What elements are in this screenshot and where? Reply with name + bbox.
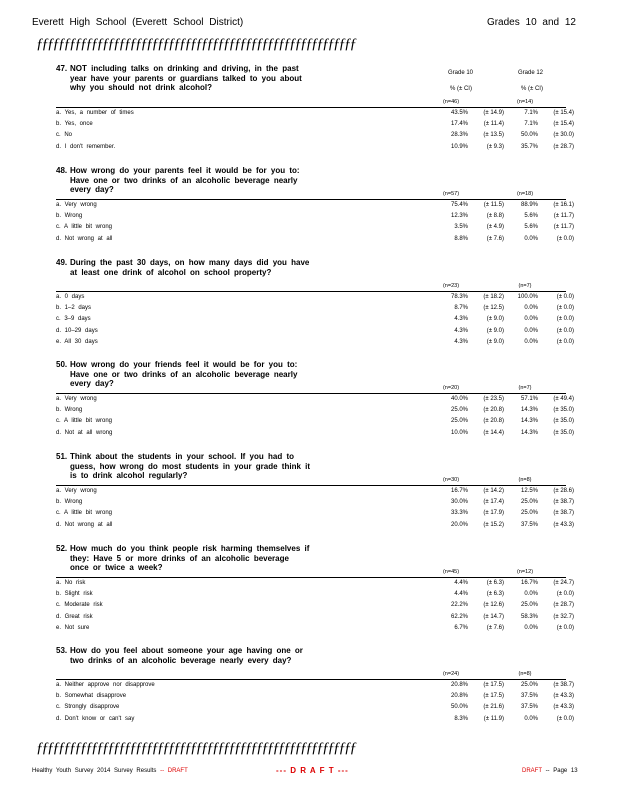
grade-12-ci: (± 35.0) xyxy=(553,407,574,414)
answer-label: a. No risk xyxy=(56,580,86,586)
answer-row xyxy=(56,222,574,232)
grade-10-percent: 17.4% xyxy=(450,121,468,128)
grade-10-ci: (± 20.8) xyxy=(483,418,504,425)
question-number: 49. xyxy=(56,258,68,267)
column-header-grade-12: Grade 12 xyxy=(518,70,544,76)
answer-row xyxy=(56,303,574,313)
answer-row xyxy=(56,520,574,530)
grade-10-ci: (± 14.7) xyxy=(483,613,504,620)
grade-12-ci: (± 0.0) xyxy=(556,327,574,334)
answer-row xyxy=(56,612,574,622)
question-number: 53. xyxy=(56,646,68,655)
answer-label: c. A little bit wrong xyxy=(56,418,113,425)
grade-10-ci: (± 9.0) xyxy=(486,327,504,334)
grade-12-ci: (± 0.0) xyxy=(556,715,574,722)
grade-10-percent: 8.7% xyxy=(454,305,468,312)
grade-10-percent: 78.3% xyxy=(450,294,468,300)
grade-12-percent: 14.3% xyxy=(520,418,538,425)
question-text: How wrong do your friends feel it would be for you to: Have one or two drinks of an alcoholic beverage nearly every day? xyxy=(70,360,298,388)
footer-draft-label: -- DRAFT xyxy=(160,768,188,774)
grade-10-ci: (± 17.5) xyxy=(483,693,504,700)
grade-12-ci: (± 0.0) xyxy=(556,338,574,345)
answer-row xyxy=(56,714,574,724)
grade-12-ci: (± 15.4) xyxy=(553,121,574,128)
sample-size-grade-10: (n=30) xyxy=(442,477,460,483)
answer-label: b. Wrong xyxy=(56,213,83,220)
answer-label: b. Somewhat disapprove xyxy=(56,693,127,700)
answer-label: c. Moderate risk xyxy=(56,602,103,609)
answer-row xyxy=(56,428,574,438)
grade-10-percent: 30.0% xyxy=(450,499,468,506)
sample-size-grade-12: (n=12) xyxy=(516,569,534,575)
sample-size-grade-12: (n=8) xyxy=(518,477,532,483)
answer-row xyxy=(56,623,574,633)
grade-12-ci: (± 35.0) xyxy=(553,429,574,436)
grade-12-ci: (± 28.7) xyxy=(553,602,574,609)
grade-12-ci: (± 49.4) xyxy=(553,396,574,402)
grade-10-percent: 28.3% xyxy=(450,132,468,139)
grade-10-percent: 22.2% xyxy=(450,602,468,609)
grade-12-ci: (± 11.7) xyxy=(553,224,574,231)
grade-12-percent: 14.3% xyxy=(520,429,538,436)
grade-10-percent: 4.3% xyxy=(454,327,468,334)
grade-12-percent: 0.0% xyxy=(524,338,538,345)
answer-row xyxy=(56,394,574,404)
answer-label: e. Not sure xyxy=(56,624,90,631)
grade-10-ci: (± 8.8) xyxy=(486,213,504,220)
answer-label: d. 10–29 days xyxy=(56,327,98,334)
grade-12-ci: (± 38.7) xyxy=(553,499,574,506)
answer-label: a. Very wrong xyxy=(56,396,97,402)
answer-label: d. Great risk xyxy=(56,613,93,620)
grade-12-ci: (± 38.7) xyxy=(553,510,574,517)
answer-label: a. Yes, a number of times xyxy=(56,110,134,116)
grade-10-ci: (± 9.3) xyxy=(486,143,504,150)
answer-label: c. A little bit wrong xyxy=(56,510,113,517)
report-grades-title: Grades 10 and 12 xyxy=(486,17,576,28)
grade-10-percent: 16.7% xyxy=(450,488,468,494)
grade-10-percent: 10.9% xyxy=(450,143,468,150)
grade-10-ci: (± 14.2) xyxy=(483,488,504,494)
grade-12-percent: 0.0% xyxy=(524,316,538,323)
grade-12-percent: 58.3% xyxy=(520,613,538,620)
answer-label: b. 1–2 days xyxy=(56,305,92,312)
grade-10-percent: 20.8% xyxy=(450,682,468,688)
footer-draft-right: DRAFT xyxy=(522,768,542,774)
grade-10-percent: 75.4% xyxy=(450,202,468,208)
answer-row xyxy=(56,702,574,712)
grade-10-ci: (± 11.4) xyxy=(483,121,504,128)
grade-10-percent: 12.3% xyxy=(450,213,468,220)
page-number: -- Page 13 xyxy=(545,768,578,774)
sample-size-grade-12: (n=14) xyxy=(516,99,534,105)
grade-12-ci: (± 43.3) xyxy=(553,521,574,528)
answer-label: b. Slight risk xyxy=(56,591,93,598)
answer-label: b. Wrong xyxy=(56,499,83,506)
grade-10-ci: (± 21.6) xyxy=(483,704,504,711)
grade-12-percent: 37.5% xyxy=(520,704,538,711)
question-text: How wrong do your parents feel it would be for you to: Have one or two drinks of an alcoholic beverage nearly every day? xyxy=(70,166,300,194)
grade-12-percent: 0.0% xyxy=(524,305,538,312)
grade-10-ci: (± 6.3) xyxy=(486,591,504,598)
question-number: 47. xyxy=(56,64,68,73)
grade-12-percent: 0.0% xyxy=(524,327,538,334)
grade-12-percent: 25.0% xyxy=(520,602,538,609)
grade-10-ci: (± 11.9) xyxy=(483,715,504,722)
grade-12-percent: 25.0% xyxy=(520,510,538,517)
grade-12-ci: (± 0.0) xyxy=(556,624,574,631)
grade-12-ci: (± 35.0) xyxy=(553,418,574,425)
answer-row xyxy=(56,314,574,324)
grade-10-percent: 6.7% xyxy=(454,624,468,631)
sample-size-grade-12: (n=7) xyxy=(518,385,532,391)
grade-10-ci: (± 9.0) xyxy=(486,338,504,345)
grade-10-percent: 25.0% xyxy=(450,418,468,425)
grade-12-ci: (± 30.0) xyxy=(553,132,574,139)
sample-size-grade-10: (n=24) xyxy=(442,671,460,677)
answer-row xyxy=(56,497,574,507)
question-text: How much do you think people risk harming themselves if they: Have 5 or more drinks of an alcoholic beverage once or twice a week? xyxy=(70,544,310,572)
grade-12-percent: 100.0% xyxy=(517,294,538,300)
answer-row xyxy=(56,337,574,347)
answer-label: d. Not at all wrong xyxy=(56,429,113,436)
grade-10-ci: (± 17.9) xyxy=(483,510,504,517)
footer-survey-name: Healthy Youth Survey 2014 Survey Results xyxy=(32,768,157,774)
grade-10-percent: 10.0% xyxy=(450,429,468,436)
grade-10-percent: 25.0% xyxy=(450,407,468,414)
answer-label: c. A little bit wrong xyxy=(56,224,113,231)
answer-row xyxy=(56,119,574,129)
grade-12-percent: 0.0% xyxy=(524,235,538,242)
grade-10-ci: (± 12.5) xyxy=(483,305,504,312)
grade-12-percent: 88.9% xyxy=(520,202,538,208)
column-subheader-pct-ci: % (± CI) xyxy=(450,86,472,92)
question-text: During the past 30 days, on how many days did you have at least one drink of alcohol on school property? xyxy=(70,258,310,277)
grade-12-percent: 0.0% xyxy=(524,715,538,722)
grade-12-percent: 5.6% xyxy=(524,224,538,231)
answer-label: a. Very wrong xyxy=(56,488,97,494)
grade-10-percent: 4.4% xyxy=(454,580,468,586)
grade-10-percent: 33.3% xyxy=(450,510,468,517)
answer-row xyxy=(56,589,574,599)
answer-row xyxy=(56,600,574,610)
answer-row xyxy=(56,416,574,426)
sample-size-grade-12: (n=8) xyxy=(518,671,532,677)
footer-right xyxy=(522,768,578,774)
grade-12-ci: (± 0.0) xyxy=(556,294,574,300)
grade-12-ci: (± 43.3) xyxy=(553,693,574,700)
answer-row xyxy=(56,292,574,302)
grade-10-ci: (± 12.6) xyxy=(483,602,504,609)
grade-10-percent: 43.5% xyxy=(450,110,468,116)
grade-12-percent: 7.1% xyxy=(524,110,538,116)
answer-row xyxy=(56,691,574,701)
grade-10-percent: 20.0% xyxy=(450,521,468,528)
footer-divider: ƒƒƒƒƒƒƒƒƒƒƒƒƒƒƒƒƒƒƒƒƒƒƒƒƒƒƒƒƒƒƒƒƒƒƒƒƒƒƒƒƒƒƒƒƒƒƒƒƒƒƒƒƒƒƒƒƒƒ xyxy=(36,740,355,756)
footer-left xyxy=(32,768,188,774)
grade-10-percent: 62.2% xyxy=(450,613,468,620)
sample-size-grade-10: (n=57) xyxy=(442,191,460,197)
answer-row xyxy=(56,508,574,518)
grade-10-ci: (± 14.9) xyxy=(483,110,504,116)
answer-row xyxy=(56,680,574,690)
grade-10-ci: (± 18.2) xyxy=(483,294,504,300)
answer-label: a. Neither approve nor disapprove xyxy=(56,682,155,688)
grade-10-percent: 8.8% xyxy=(454,235,468,242)
answer-label: c. 3–9 days xyxy=(56,316,91,323)
grade-12-percent: 50.0% xyxy=(520,132,538,139)
answer-label: d. I don't remember. xyxy=(56,143,116,150)
grade-12-percent: 14.3% xyxy=(520,407,538,414)
grade-12-percent: 25.0% xyxy=(520,682,538,688)
grade-12-ci: (± 0.0) xyxy=(556,591,574,598)
grade-12-percent: 25.0% xyxy=(520,499,538,506)
sample-size-grade-10: (n=45) xyxy=(442,569,460,575)
answer-row xyxy=(56,200,574,210)
answer-label: c. Strongly disapprove xyxy=(56,704,120,711)
grade-12-percent: 16.7% xyxy=(520,580,538,586)
grade-10-percent: 4.3% xyxy=(454,316,468,323)
grade-10-ci: (± 20.8) xyxy=(483,407,504,414)
grade-12-ci: (± 28.7) xyxy=(553,143,574,150)
report-school-title: Everett High School (Everett School District) xyxy=(32,17,244,28)
sample-size-grade-12: (n=18) xyxy=(516,191,534,197)
grade-10-percent: 4.4% xyxy=(454,591,468,598)
grade-10-percent: 40.0% xyxy=(450,396,468,402)
grade-12-ci: (± 24.7) xyxy=(553,580,574,586)
answer-label: d. Not wrong at all xyxy=(56,235,113,242)
grade-10-percent: 4.3% xyxy=(454,338,468,345)
footer-draft-banner: --- D R A F T --- xyxy=(276,766,349,775)
grade-10-ci: (± 23.5) xyxy=(483,396,504,402)
grade-12-ci: (± 0.0) xyxy=(556,235,574,242)
grade-12-ci: (± 16.1) xyxy=(553,202,574,208)
grade-12-percent: 5.6% xyxy=(524,213,538,220)
answer-row xyxy=(56,130,574,140)
grade-10-ci: (± 9.0) xyxy=(486,316,504,323)
grade-10-ci: (± 17.5) xyxy=(483,682,504,688)
grade-10-ci: (± 15.2) xyxy=(483,521,504,528)
question-number: 48. xyxy=(56,166,68,175)
grade-12-ci: (± 38.7) xyxy=(553,682,574,688)
answer-row xyxy=(56,142,574,152)
answer-row xyxy=(56,326,574,336)
grade-10-percent: 3.5% xyxy=(454,224,468,231)
grade-12-ci: (± 32.7) xyxy=(553,613,574,620)
answer-label: d. Don't know or can't say xyxy=(56,715,135,722)
question-text: NOT including talks on drinking and driving, in the past year have your parents or guardians talked to you about why you should not drink alcohol? xyxy=(70,64,302,92)
question-number: 50. xyxy=(56,360,68,369)
column-subheader-pct-ci: % (± CI) xyxy=(521,86,543,92)
answer-row xyxy=(56,234,574,244)
grade-12-percent: 7.1% xyxy=(524,121,538,128)
answer-label: a. Very wrong xyxy=(56,202,97,208)
grade-12-ci: (± 0.0) xyxy=(556,316,574,323)
answer-row xyxy=(56,108,574,118)
question-number: 52. xyxy=(56,544,68,553)
grade-10-ci: (± 7.6) xyxy=(486,624,504,631)
grade-10-ci: (± 14.4) xyxy=(483,429,504,436)
grade-10-percent: 8.3% xyxy=(454,715,468,722)
grade-10-ci: (± 17.4) xyxy=(483,499,504,506)
grade-10-ci: (± 7.6) xyxy=(486,235,504,242)
grade-12-ci: (± 28.6) xyxy=(553,488,574,494)
grade-12-ci: (± 0.0) xyxy=(556,305,574,312)
answer-label: a. 0 days xyxy=(56,294,85,300)
answer-label: d. Not wrong at all xyxy=(56,521,113,528)
grade-12-percent: 0.0% xyxy=(524,591,538,598)
answer-row xyxy=(56,578,574,588)
grade-12-ci: (± 43.3) xyxy=(553,704,574,711)
sample-size-grade-10: (n=23) xyxy=(442,283,460,289)
sample-size-grade-10: (n=20) xyxy=(442,385,460,391)
grade-12-percent: 37.5% xyxy=(520,693,538,700)
answer-label: b. Yes, once xyxy=(56,121,93,128)
question-number: 51. xyxy=(56,452,68,461)
grade-12-ci: (± 11.7) xyxy=(553,213,574,220)
answer-label: e. All 30 days xyxy=(56,338,98,345)
grade-12-percent: 37.5% xyxy=(520,521,538,528)
sample-size-grade-10: (n=46) xyxy=(442,99,460,105)
answer-row xyxy=(56,405,574,415)
answer-row xyxy=(56,486,574,496)
sample-size-grade-12: (n=7) xyxy=(518,283,532,289)
grade-12-ci: (± 15.4) xyxy=(553,110,574,116)
question-text: How do you feel about someone your age having one or two drinks of an alcoholic beverage nearly every day? xyxy=(70,646,303,665)
grade-12-percent: 35.7% xyxy=(520,143,538,150)
grade-12-percent: 0.0% xyxy=(524,624,538,631)
grade-12-percent: 12.5% xyxy=(520,488,538,494)
grade-10-percent: 20.8% xyxy=(450,693,468,700)
question-text: Think about the students in your school. If you had to guess, how wrong do most students in your grade think it is to drink alcohol regularly? xyxy=(70,452,311,480)
grade-10-ci: (± 6.3) xyxy=(486,580,504,586)
column-header-grade-10: Grade 10 xyxy=(448,70,474,76)
grade-10-ci: (± 11.5) xyxy=(483,202,504,208)
grade-12-percent: 57.1% xyxy=(520,396,538,402)
grade-10-ci: (± 4.9) xyxy=(486,224,504,231)
header-divider: ƒƒƒƒƒƒƒƒƒƒƒƒƒƒƒƒƒƒƒƒƒƒƒƒƒƒƒƒƒƒƒƒƒƒƒƒƒƒƒƒƒƒƒƒƒƒƒƒƒƒƒƒƒƒƒƒƒƒ xyxy=(36,36,355,52)
answer-row xyxy=(56,211,574,221)
answer-label: c. No xyxy=(56,132,73,139)
grade-10-ci: (± 13.5) xyxy=(483,132,504,139)
grade-10-percent: 50.0% xyxy=(450,704,468,711)
answer-label: b. Wrong xyxy=(56,407,83,414)
